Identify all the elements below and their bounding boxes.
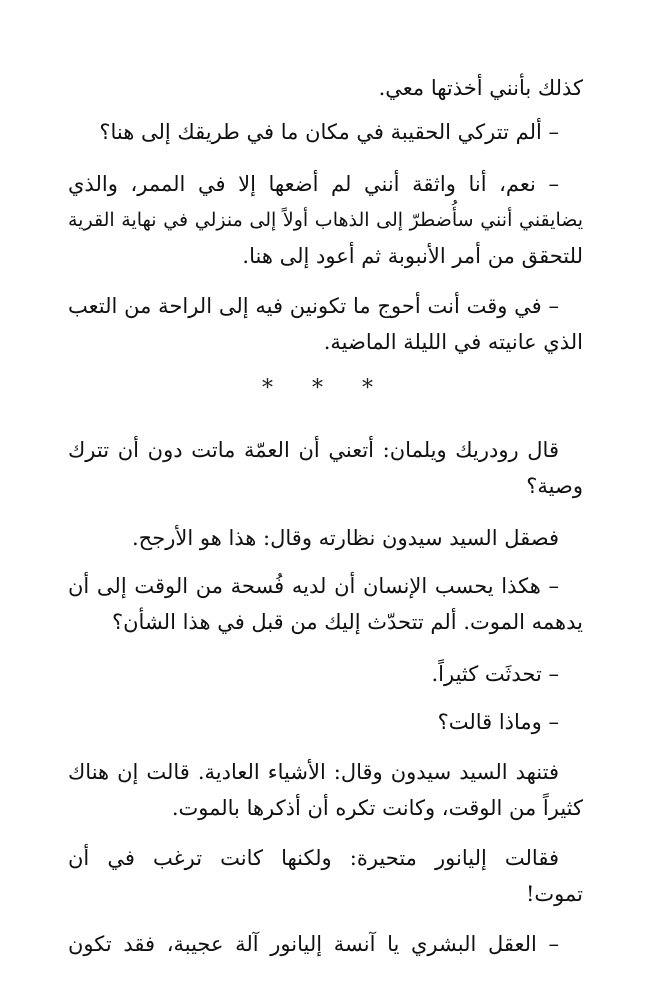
paragraph-line: فصقل السيد سيدون نظارته وقال: هذا هو الأرجح. [132, 526, 559, 550]
paragraph-line: فتنهد السيد سيدون وقال: الأشياء العادية. قالت إن هناك [68, 760, 559, 784]
paragraph-line: قال رودريك ويلمان: أتعني أن العمّة ماتت دون أن تترك [68, 438, 559, 462]
text-line: يضايقني أنني سأُضطرّ إلى الذهاب أولاً إلى منزلي في نهاية القرية [68, 209, 583, 231]
section-divider: * * * [262, 376, 389, 401]
dialogue-line: – وماذا قالت؟ [437, 710, 559, 734]
dialogue-line: – تحدثَت كثيراً. [431, 662, 559, 686]
text-line: كذلك بأنني أخذتها معي. [378, 76, 583, 100]
paragraph-line: فقالت إليانور متحيرة: ولكنها كانت ترغب في أن [68, 846, 559, 870]
dialogue-line: – هكذا يحسب الإنسان أن لديه فُسحة من الوقت إلى أن [68, 574, 559, 598]
text-line: وصية؟ [526, 474, 583, 498]
text-line: الذي عانيته في الليلة الماضية. [323, 330, 583, 354]
text-line: كثيراً من الوقت، وكانت تكره أن أذكرها بالموت. [171, 796, 583, 820]
dialogue-line: – في وقت أنت أحوج ما تكونين فيه إلى الراحة من التعب [68, 294, 559, 318]
dialogue-line: – العقل البشري يا آنسة إليانور آلة عجيبة، فقد تكون [68, 932, 559, 956]
text-line: يدهمه الموت. ألم تتحدّث إليك من قبل في هذا الشأن؟ [111, 610, 583, 634]
text-line: تموت! [525, 882, 583, 906]
dialogue-line: – ألم تتركي الحقيبة في مكان ما في طريقك إلى هنا؟ [99, 120, 559, 144]
text-line: للتحقق من أمر الأنبوبة ثم أعود إلى هنا. [242, 244, 583, 268]
dialogue-line: – نعم، أنا واثقة أنني لم أضعها إلا في الممر، والذي [68, 172, 559, 196]
